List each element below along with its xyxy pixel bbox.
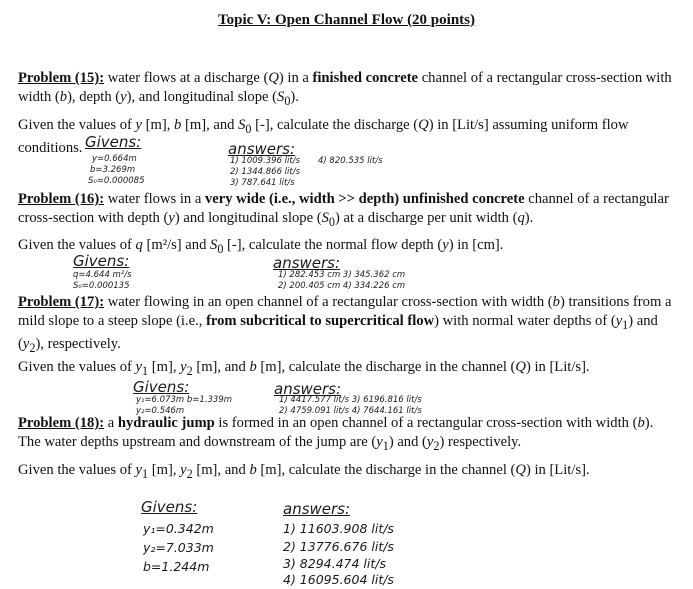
hw17-given-1: y₁=6.073m b=1.339m bbox=[136, 395, 233, 405]
hw17-answer-row-2: 2) 4759.091 lit/s 4) 7644.161 lit/s bbox=[279, 406, 422, 416]
hw17-given-2: y₂=0.546m bbox=[136, 406, 185, 416]
problem-17-statement: Problem (17): water flowing in an open channel of a rectangular cross-section with width (b) transitions from a mild slope to a steep slope (i.e., from subcritical to supercritical flow) with normal water depths of $(y_1)$ and $(y_2)$, respectively. bbox=[18, 294, 672, 355]
hw18-answer-1: 1) 11603.908 lit/s bbox=[283, 521, 394, 536]
hw18-answers-heading: answers: bbox=[283, 500, 351, 518]
hw16-answer-row-1: 1) 282.453 cm 3) 345.362 cm bbox=[278, 270, 406, 280]
hw17-givens-heading: Givens: bbox=[133, 378, 190, 396]
problem-16-task: Given the values of q [m²/s] and $S_0$ [-], calculate the normal flow depth (y) in [cm]. bbox=[18, 237, 504, 256]
problem-16-number: Problem (16): bbox=[18, 191, 105, 207]
page-title: Topic V: Open Channel Flow (20 points) bbox=[217, 12, 475, 28]
hw16-given-2: S₀=0.000135 bbox=[73, 281, 130, 291]
hw15-givens-heading: Givens: bbox=[85, 133, 142, 151]
hw18-answer-2: 2) 13776.676 lit/s bbox=[283, 539, 394, 554]
hw18-answer-3: 3) 8294.474 lit/s bbox=[283, 556, 386, 571]
problem-15-task: Given the values of y [m], b [m], and $S_0$ [-], calculate the discharge (Q) in [Lit/s] assuming uniform flow conditions. bbox=[18, 117, 629, 156]
problem-17-number: Problem (17): bbox=[18, 294, 105, 310]
hw15-given-2: b=3.269m bbox=[90, 165, 136, 175]
problem-15-statement: Problem (15): water flows at a discharge (Q) in a finished concrete channel of a rectangular cross-section with width (b), depth (y), and longitudinal slope $(S_0)$. bbox=[18, 70, 672, 108]
hw18-answer-4: 4) 16095.604 lit/s bbox=[283, 572, 394, 587]
problem-18-statement: Problem (18): a hydraulic jump is formed in an open channel of a rectangular cross-section with width (b). The water depths upstream and downstream of the jump are $(y_1)$ and $(y_2)$ respectively. bbox=[18, 415, 654, 453]
hw16-answers-heading: answers: bbox=[273, 254, 341, 272]
problem-18-task: Given the values of $y_1$ [m], $y_2$ [m], and b [m], calculate the discharge in the channel (Q) in [Lit/s]. bbox=[18, 462, 590, 481]
hw16-givens-heading: Givens: bbox=[73, 252, 130, 270]
hw15-answer-3: 3) 787.641 lit/s bbox=[230, 178, 295, 188]
hw17-answers-heading: answers: bbox=[274, 380, 342, 398]
problem-18-number: Problem (18): bbox=[18, 415, 105, 431]
hw17-answer-row-1: 1) 4417.577 lit/s 3) 6196.816 lit/s bbox=[279, 395, 422, 405]
problem-16-statement: Problem (16): water flows in a very wide (i.e., width >> depth) unfinished concrete channel of a rectangular cross-section with depth (y) and longitudinal slope $(S_0)$ at a discharge per unit width (q). bbox=[18, 191, 669, 229]
hw18-given-1: y₁=0.342m bbox=[143, 521, 214, 536]
hw18-givens-heading: Givens: bbox=[141, 498, 198, 516]
hw15-given-3: S₀=0.000085 bbox=[88, 176, 145, 186]
hw16-answer-row-2: 2) 200.405 cm 4) 334.226 cm bbox=[278, 281, 406, 291]
hw15-answer-4: 4) 820.535 lit/s bbox=[318, 156, 383, 166]
hw16-given-1: q=4.644 m²/s bbox=[73, 270, 132, 280]
hw18-given-2: y₂=7.033m bbox=[143, 540, 214, 555]
hw18-given-3: b=1.244m bbox=[143, 559, 210, 574]
hw15-answer-2: 2) 1344.866 lit/s bbox=[230, 167, 301, 177]
hw15-given-1: y=0.664m bbox=[92, 154, 137, 164]
problem-15-number: Problem (15): bbox=[18, 70, 105, 86]
hw15-answers-heading: answers: bbox=[228, 140, 296, 158]
problem-17-task: Given the values of $y_1$ [m], $y_2$ [m], and b [m], calculate the discharge in the channel (Q) in [Lit/s]. bbox=[18, 359, 590, 378]
hw15-answer-1: 1) 1009.396 lit/s bbox=[230, 156, 301, 166]
